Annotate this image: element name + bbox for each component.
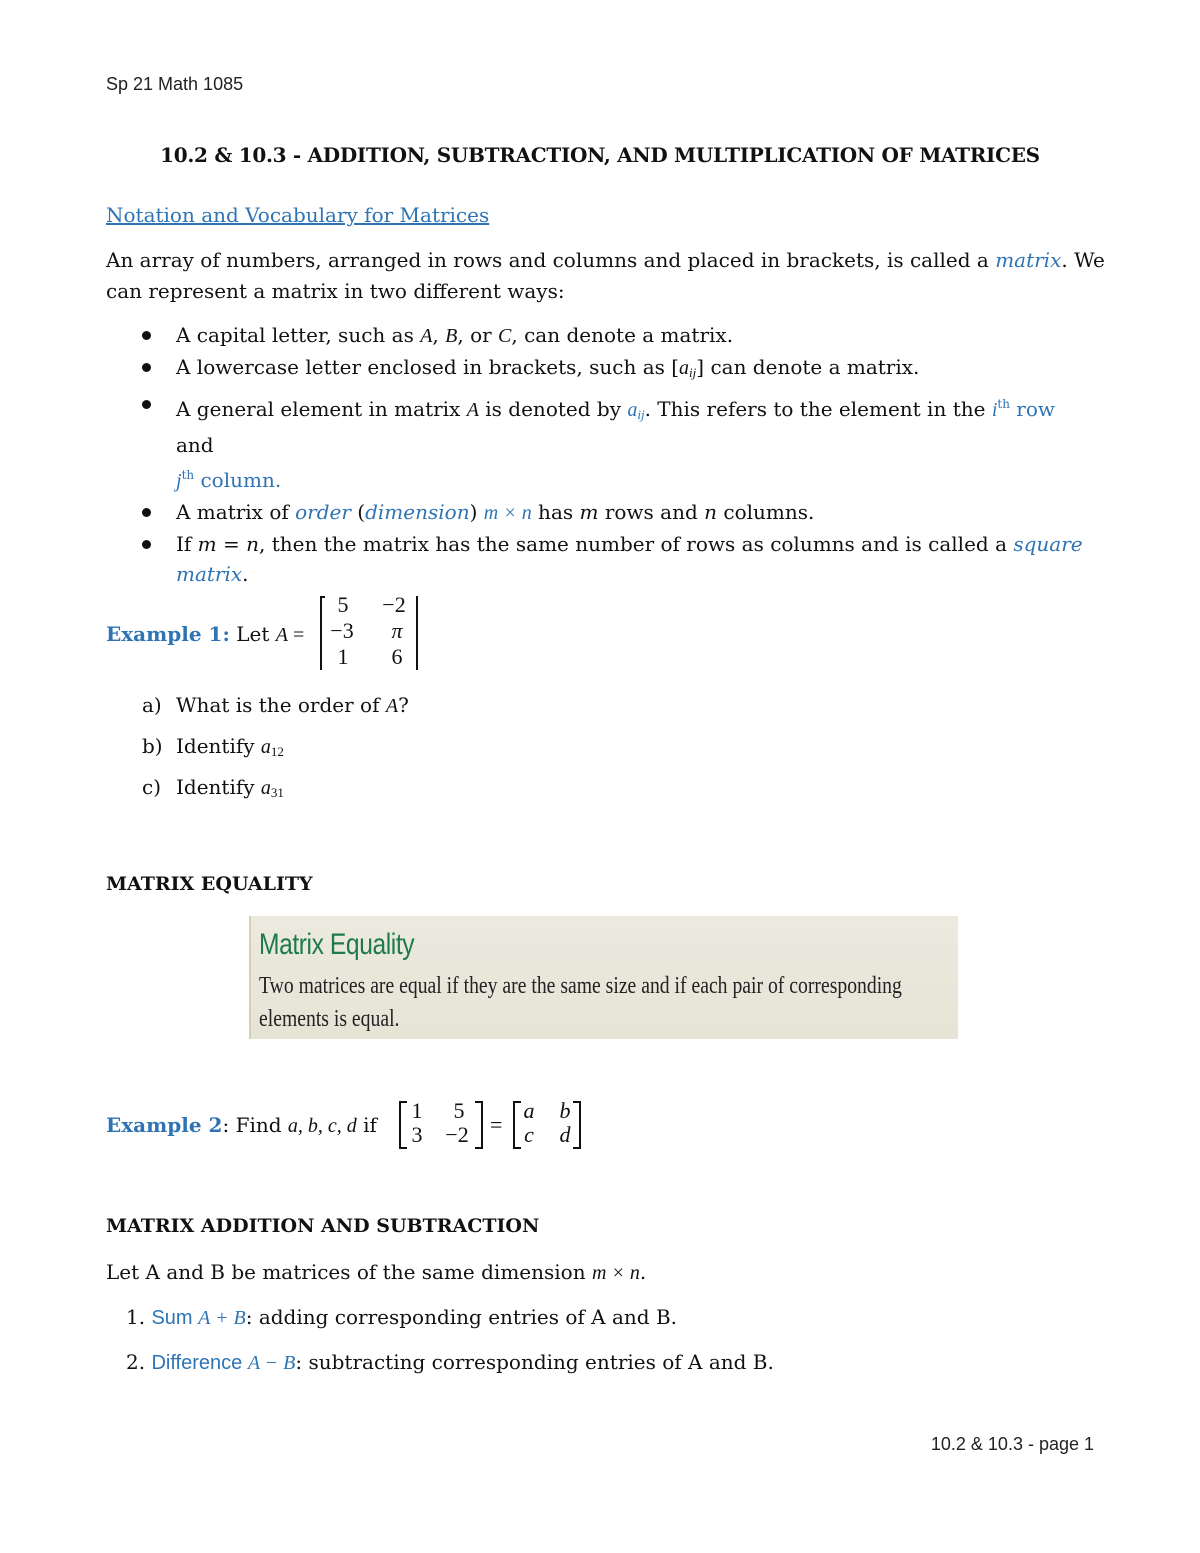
b3-th1: th (997, 397, 1010, 411)
b3-j: j (176, 470, 182, 492)
qb-sub: 12 (270, 744, 284, 759)
bullet-square-matrix (136, 529, 1096, 589)
term-matrix: matrix (995, 248, 1062, 272)
course-header: Sp 21 Math 1085 (106, 74, 244, 94)
matrix-addition-heading: MATRIX ADDITION AND SUBTRACTION (106, 1215, 540, 1237)
bullet-lowercase-letter (136, 352, 1096, 388)
bullet-capital-letter (136, 320, 1096, 351)
matrix-cell: c (524, 1122, 534, 1147)
b3-row: row (1009, 397, 1056, 421)
addition-intro (106, 1257, 646, 1288)
b1-B: B (445, 325, 458, 347)
addition-intro-end: . (639, 1260, 647, 1284)
intro-paragraph-line2: can represent a matrix in two different ways: (106, 279, 565, 303)
qa-end: ? (398, 693, 409, 717)
matrix-cell: 1 (337, 644, 349, 669)
b4-mxn: m × n (483, 502, 532, 524)
sum-term: Sum (151, 1307, 199, 1329)
b2-pre: A lowercase letter enclosed in brackets, such as [ (176, 355, 680, 379)
matrix-cell: 3 (411, 1122, 423, 1147)
example1-question-c (142, 772, 284, 808)
b3-mid: is denoted by (478, 397, 628, 421)
b3-i: i (991, 399, 998, 421)
b3-a: a (627, 399, 638, 421)
difference-text: : subtracting corresponding entries of A and B. (295, 1350, 774, 1374)
matrix-cell: −2 (382, 592, 406, 617)
b3-pre: A general element in matrix (176, 397, 467, 421)
example2-statement (106, 1110, 377, 1141)
example2-right-matrix (513, 1098, 581, 1149)
example1-matrix (320, 592, 420, 670)
definition-box-text: Two matrices are equal if they are the same size and if each pair of corresponding elements is equal. (259, 973, 902, 1032)
difference-term: Difference (151, 1352, 248, 1374)
sum-number: 1. (126, 1305, 152, 1329)
b4-rows: rows and (598, 500, 705, 524)
b3-end: . (274, 468, 282, 492)
example2-left-matrix (399, 1098, 483, 1149)
example1-label: Example 1: (106, 622, 230, 646)
qc-pre: Identify (176, 775, 261, 799)
section-heading-notation[interactable]: Notation and Vocabulary for Matrices (106, 203, 490, 227)
b1-post: , can denote a matrix. (511, 323, 734, 347)
example1-eq: = (287, 624, 305, 646)
matrix-equality-heading: MATRIX EQUALITY (106, 873, 313, 895)
b3-mid2: . This refers to the element in the (644, 397, 992, 421)
matrix-cell: π (391, 618, 403, 643)
matrix-equality-definition-box (249, 916, 958, 1039)
sum-expr: A + B (198, 1307, 246, 1329)
addition-item-difference (126, 1347, 774, 1378)
notation-bullet-list (136, 320, 1096, 590)
matrix-left-top-serif (320, 596, 325, 598)
b4-dim: dimension (365, 500, 470, 524)
b5-text: , then the matrix has the same number of rows as columns and is called a (259, 532, 1014, 556)
example2-label: Example 2 (106, 1113, 223, 1137)
qa-pre: What is the order of (176, 693, 386, 717)
page-footer: 10.2 & 10.3 - page 1 (930, 1434, 1094, 1454)
b2-post: ] can denote a matrix. (696, 355, 920, 379)
b3-col: column (194, 468, 275, 492)
addition-intro-mxn: m × n (591, 1262, 640, 1284)
example1-statement (106, 619, 304, 650)
b4-has: has (531, 500, 580, 524)
matrix-cell: b (559, 1098, 571, 1123)
b4-pre: A matrix of (176, 500, 296, 524)
example2-if: if (356, 1113, 377, 1137)
b4-paren2: ) (469, 500, 484, 524)
b5-square: square (1013, 532, 1083, 556)
b3-th2: th (181, 468, 195, 482)
qc-label: c) (142, 775, 162, 799)
qa-label: a) (142, 693, 162, 717)
b2-sub: ij (689, 365, 697, 380)
qa-A: A (385, 695, 399, 717)
example2-vars: a, b, c, d (287, 1115, 357, 1137)
intro-text-a: An array of numbers, arranged in rows and columns and placed in brackets, is called a (106, 248, 996, 272)
b1-C: C (498, 325, 512, 347)
example1-A: A (275, 624, 288, 646)
b4-m: m (579, 500, 599, 524)
b1-c1: , (432, 323, 446, 347)
sum-text: : adding corresponding entries of A and B. (245, 1305, 677, 1329)
b3-A: A (466, 399, 479, 421)
intro-text-b: . We (1061, 248, 1105, 272)
qc-a: a (260, 777, 271, 799)
example2-find: : Find (222, 1113, 288, 1137)
example1-let: Let (229, 622, 276, 646)
b4-cols: columns. (717, 500, 815, 524)
matrix-cell: a (523, 1098, 535, 1123)
b5-matrix: matrix (176, 562, 243, 586)
page-title: 10.2 & 10.3 - ADDITION, SUBTRACTION, AND MULTIPLICATION OF MATRICES (160, 143, 1040, 167)
example1-question-b (142, 731, 284, 767)
b1-pre: A capital letter, such as (176, 323, 421, 347)
b5-end: . (242, 562, 249, 586)
matrix-left-bar (320, 596, 322, 670)
qb-label: b) (142, 734, 163, 758)
b3-sub: ij (637, 407, 645, 422)
bullet-general-element (136, 389, 1096, 496)
matrix-cell: 1 (411, 1098, 423, 1123)
bullet-order (136, 497, 1096, 528)
qb-a: a (260, 736, 271, 758)
example2-equals: = (490, 1112, 503, 1137)
intro-paragraph-line1 (106, 245, 1105, 275)
b1-A: A (420, 325, 433, 347)
b2-a: a (679, 357, 690, 379)
b1-c2: , or (457, 323, 499, 347)
b4-order: order (295, 500, 351, 524)
difference-number: 2. (126, 1350, 152, 1374)
matrix-cell: 5 (453, 1098, 465, 1123)
addition-item-sum (126, 1302, 677, 1333)
qc-sub: 31 (270, 785, 284, 800)
matrix-cell: 6 (391, 644, 403, 669)
qb-pre: Identify (176, 734, 261, 758)
example1-question-a (142, 690, 409, 721)
definition-box-title: Matrix Equality (259, 928, 415, 961)
matrix-right-bar (416, 596, 418, 670)
b5-eq: m = n (197, 532, 259, 556)
matrix-cell: −2 (445, 1122, 469, 1147)
right-bracket (475, 1101, 483, 1149)
b3-and: and (176, 433, 214, 457)
addition-intro-text: Let A and B be matrices of the same dimension (106, 1260, 592, 1284)
matrix-cell: −3 (330, 618, 354, 643)
matrix-cell: d (559, 1122, 571, 1147)
b5-if: If (176, 532, 198, 556)
b4-paren1: ( (350, 500, 366, 524)
matrix-cell: 5 (337, 592, 349, 617)
difference-expr: A − B (247, 1352, 296, 1374)
b4-n: n (704, 500, 718, 524)
